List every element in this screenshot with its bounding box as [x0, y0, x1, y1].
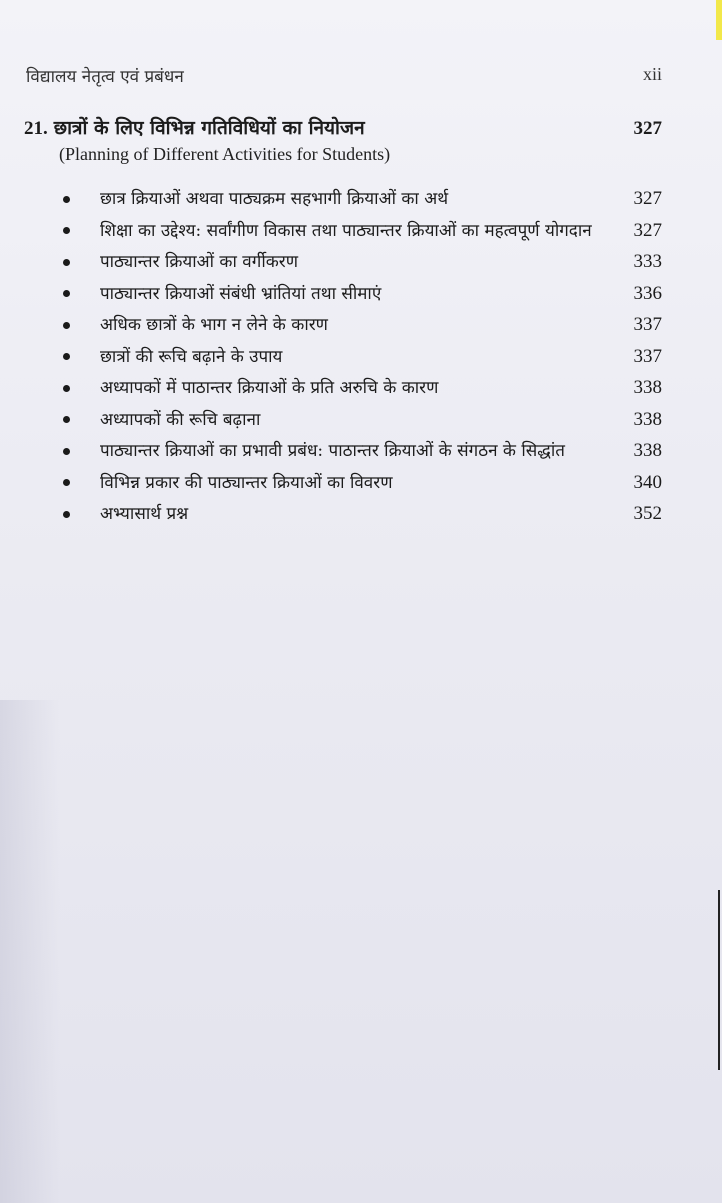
bleed-through-shadow — [0, 700, 60, 1203]
toc-entry-title: विभिन्न प्रकार की पाठ्यान्तर क्रियाओं का विवरण — [100, 472, 393, 493]
toc-entry-title: छात्रों की रूचि बढ़ाने के उपाय — [100, 346, 283, 367]
bullet-icon — [60, 319, 72, 331]
toc-entry-title: अध्यापकों की रूचि बढ़ाना — [100, 409, 261, 430]
toc-entry-title: शिक्षा का उद्देश्य: सर्वांगीण विकास तथा पाठ्यान्तर क्रियाओं का महत्वपूर्ण योगदान — [100, 220, 592, 241]
toc-entry-title: छात्र क्रियाओं अथवा पाठ्यक्रम सहभागी क्रियाओं का अर्थ — [100, 189, 449, 209]
toc-entry — [60, 342, 662, 372]
bullet-icon — [60, 414, 72, 426]
bullet-icon — [60, 351, 72, 363]
toc-entry-page: 337 — [633, 345, 662, 367]
toc-entry-page: 327 — [633, 219, 662, 241]
bullet-icon — [60, 508, 72, 520]
chapter-heading — [24, 114, 662, 165]
toc-entry — [60, 373, 662, 403]
toc-entry-page: 340 — [633, 471, 662, 493]
bullet-icon — [60, 225, 72, 237]
running-head-title: विद्यालय नेतृत्व एवं प्रबंधन — [26, 67, 184, 87]
toc-entry — [60, 216, 662, 246]
toc-entry — [60, 279, 662, 309]
toc-entry — [60, 468, 662, 498]
chapter-page-number: 327 — [633, 118, 662, 139]
toc-entry — [60, 405, 662, 435]
page-edge-highlight — [716, 0, 722, 40]
toc-entry-title: पाठ्यान्तर क्रियाओं का वर्गीकरण — [100, 252, 299, 272]
toc-entry-page: 338 — [633, 440, 662, 461]
chapter-title-row — [24, 114, 662, 140]
toc-entry — [60, 184, 662, 214]
page-edge-line — [718, 890, 720, 1070]
page-number: xii — [642, 64, 662, 84]
chapter-title: छात्रों के लिए विभिन्न गतिविधियों का नियोजन — [53, 117, 365, 139]
bullet-icon — [60, 256, 72, 268]
toc-entry — [60, 310, 662, 340]
toc-entry-page: 337 — [633, 314, 662, 335]
bullet-icon — [60, 477, 72, 489]
bullet-icon — [60, 382, 72, 394]
toc-entry — [60, 436, 662, 466]
bullet-icon — [60, 193, 72, 205]
toc-entry-title: अधिक छात्रों के भाग न लेने के कारण — [100, 315, 328, 335]
bullet-icon — [60, 288, 72, 300]
chapter-title-group — [24, 114, 365, 140]
toc-entry-page: 336 — [633, 282, 662, 304]
toc-entry-page: 338 — [633, 408, 662, 430]
toc-entry-page: 333 — [633, 251, 662, 272]
toc-entry — [60, 499, 662, 529]
chapter-number: 21. — [24, 118, 48, 139]
toc-entry-title: अध्यापकों में पाठान्तर क्रियाओं के प्रति अरुचि के कारण — [100, 378, 439, 398]
toc-entry-page: 327 — [633, 188, 662, 209]
toc-entry-page: 352 — [633, 503, 662, 524]
toc-entry-title: पाठ्यान्तर क्रियाओं संबंधी भ्रांतियां तथा सीमाएं — [100, 283, 382, 304]
toc-entry-list — [60, 184, 662, 531]
bullet-icon — [60, 445, 72, 457]
chapter-subtitle: (Planning of Different Activities for Students) — [59, 144, 391, 164]
toc-entry-page: 338 — [633, 377, 662, 398]
toc-entry — [60, 247, 662, 277]
toc-entry-title: पाठ्यान्तर क्रियाओं का प्रभावी प्रबंध: पाठान्तर क्रियाओं के संगठन के सिद्धांत — [100, 441, 565, 461]
toc-entry-title: अभ्यासार्थ प्रश्न — [100, 504, 189, 524]
